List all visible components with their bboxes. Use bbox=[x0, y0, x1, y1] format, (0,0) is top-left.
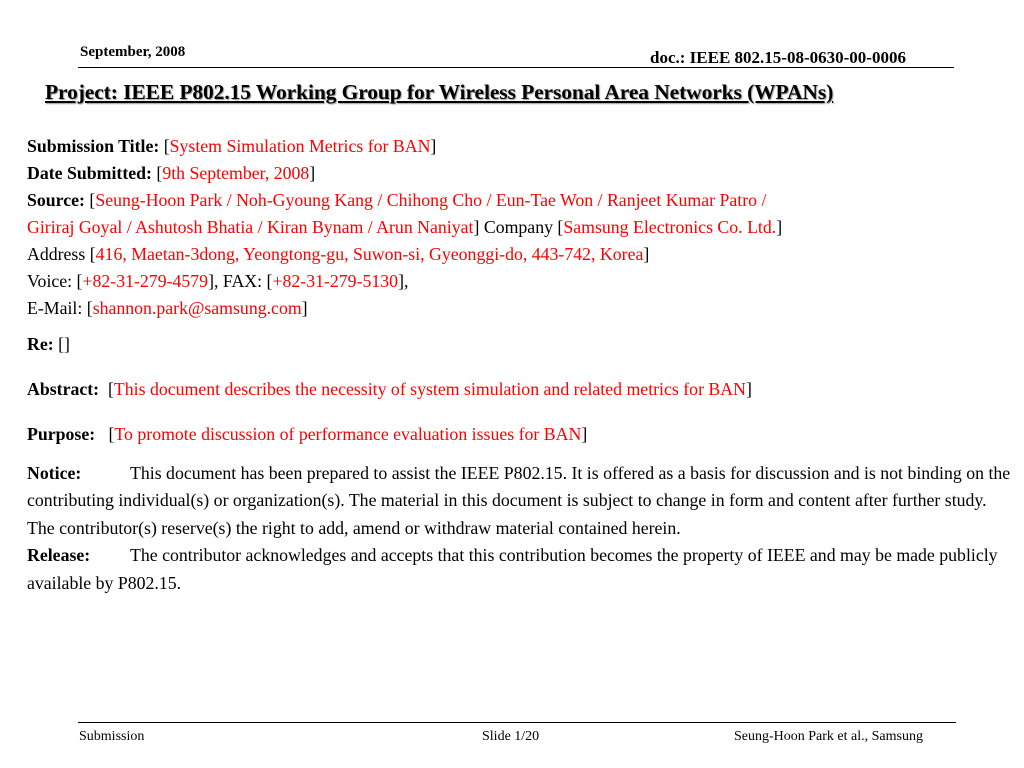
purpose-label: Purpose: bbox=[27, 424, 96, 444]
submission-title-label: Submission Title: bbox=[27, 136, 160, 156]
header-date: September, 2008 bbox=[80, 44, 186, 60]
source-row: Source: [Seung-Hoon Park / Noh-Gyoung Kang / Chihong Cho / Eun-Tae Won / Ranjeet Kumar Patro / bbox=[27, 190, 767, 210]
re-value: [] bbox=[58, 334, 70, 354]
notice-text: This document has been prepared to assist the IEEE P802.15. It is offered as a basis for discussion and is not binding on the contributing individual(s) or organization(s). The material in this document is subject to change in form and content after further study. The contributor(s) reserve(s) the right to add, amend or withdraw material contained herein. bbox=[27, 463, 1011, 538]
abstract-row: Abstract: [This document describes the necessity of system simulation and related metrics for BAN] bbox=[27, 379, 752, 399]
release-paragraph bbox=[27, 542, 1017, 597]
footer-submission: Submission bbox=[79, 729, 145, 744]
purpose-row: Purpose: [To promote discussion of performance evaluation issues for BAN] bbox=[27, 424, 588, 444]
source-authors-line1: Seung-Hoon Park / Noh-Gyoung Kang / Chihong Cho / Eun-Tae Won / Ranjeet Kumar Patro / bbox=[95, 190, 767, 210]
company-value: Samsung Electronics Co. Ltd. bbox=[563, 217, 777, 237]
project-title: Project: IEEE P802.15 Working Group for Wireless Personal Area Networks (WPANs) bbox=[45, 80, 834, 104]
fax-value: +82-31-279-5130 bbox=[272, 271, 399, 291]
notice-release-block bbox=[27, 460, 1017, 597]
address-row: Address [416, Maetan-3dong, Yeongtong-gu, Suwon-si, Gyeonggi-do, 443-742, Korea] bbox=[27, 244, 650, 264]
abstract-value: This document describes the necessity of system simulation and related metrics for BAN bbox=[113, 379, 746, 399]
header-doc-id: doc.: IEEE 802.15-08-0630-00-0006 bbox=[650, 48, 906, 67]
fax-label: FAX: bbox=[222, 271, 263, 291]
address-label: Address bbox=[27, 244, 86, 264]
release-label: Release: bbox=[27, 545, 91, 566]
submission-title-row: Submission Title: [System Simulation Metrics for BAN] bbox=[27, 136, 437, 156]
footer-divider bbox=[78, 722, 956, 723]
notice-label: Notice: bbox=[27, 463, 82, 483]
address-value: 416, Maetan-3dong, Yeongtong-gu, Suwon-si, Gyeonggi-do, 443-742, Korea bbox=[95, 244, 644, 264]
email-value: shannon.park@samsung.com bbox=[92, 298, 302, 318]
voice-fax-row: Voice: [+82-31-279-4579], FAX: [+82-31-279-5130], bbox=[27, 271, 409, 291]
voice-label: Voice: bbox=[27, 271, 73, 291]
date-submitted-label: Date Submitted: bbox=[27, 163, 152, 183]
date-submitted-value: 9th September, 2008 bbox=[162, 163, 310, 183]
footer-slide-number: Slide 1/20 bbox=[482, 729, 540, 744]
abstract-label: Abstract: bbox=[27, 379, 100, 399]
source-row-2: Giriraj Goyal / Ashutosh Bhatia / Kiran Bynam / Arun Naniyat] Company [Samsung Electronics Co. Ltd.] bbox=[27, 217, 783, 237]
notice-paragraph bbox=[27, 460, 1017, 542]
release-text: The contributor acknowledges and accepts that this contribution becomes the property of IEEE and may be made publicly available by P802.15. bbox=[27, 545, 998, 593]
re-label: Re: bbox=[27, 334, 54, 354]
footer-author: Seung-Hoon Park et al., Samsung bbox=[734, 729, 923, 744]
voice-value: +82-31-279-4579 bbox=[82, 271, 209, 291]
company-label: Company bbox=[483, 217, 553, 237]
header-divider bbox=[78, 67, 954, 68]
purpose-value: To promote discussion of performance evaluation issues for BAN bbox=[114, 424, 582, 444]
submission-title-value: System Simulation Metrics for BAN bbox=[169, 136, 431, 156]
email-label: E-Mail: bbox=[27, 298, 83, 318]
email-row: E-Mail: [shannon.park@samsung.com] bbox=[27, 298, 308, 318]
source-label: Source: bbox=[27, 190, 85, 210]
re-row bbox=[27, 334, 70, 355]
source-authors-line2: Giriraj Goyal / Ashutosh Bhatia / Kiran Bynam / Arun Naniyat bbox=[27, 217, 474, 237]
date-submitted-row: Date Submitted: [9th September, 2008] bbox=[27, 163, 316, 183]
